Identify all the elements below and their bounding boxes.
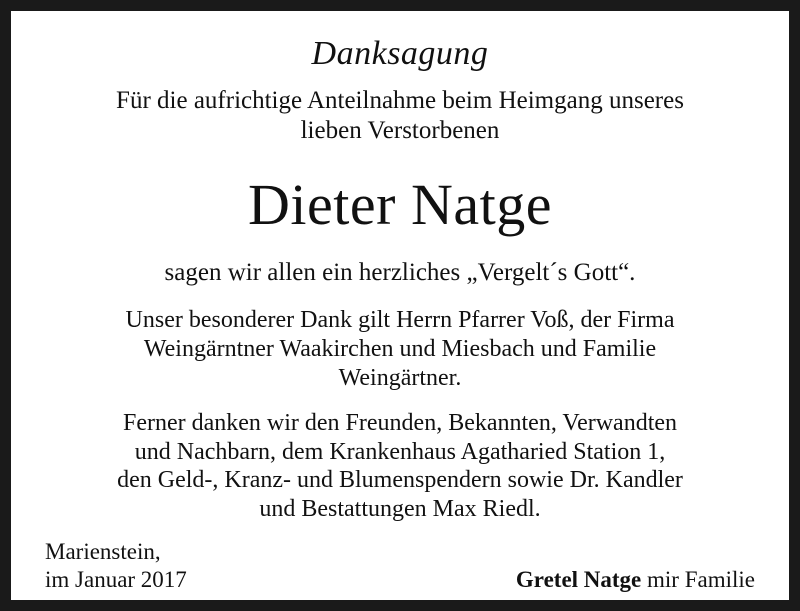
place-text: Marienstein, xyxy=(45,538,161,564)
thanks-paragraph-2 xyxy=(117,409,683,524)
date-text: im Januar 2017 xyxy=(45,566,187,592)
paragraph-1-line-2: Weingärntner Waakirchen und Miesbach und Familie xyxy=(143,336,657,363)
thanks-paragraph-1 xyxy=(126,306,675,392)
intro-text xyxy=(116,86,684,145)
signer-suffix: mir Familie xyxy=(641,566,755,592)
notice-footer xyxy=(45,524,755,594)
paragraph-2-line-4: und Bestattungen Max Riedl. xyxy=(259,496,541,523)
intro-line-2: lieben Verstorbenen xyxy=(300,116,500,144)
thanks-line: sagen wir allen ein herzliches „Vergelt´s Gott“. xyxy=(164,259,636,287)
paragraph-2-line-3: den Geld-, Kranz- und Blumenspendern sowie Dr. Kandler xyxy=(117,467,683,494)
paragraph-2-line-2: und Nachbarn, dem Krankenhaus Agatharied Station 1, xyxy=(134,438,666,465)
paragraph-1-line-3: Weingärtner. xyxy=(338,364,462,391)
signer-name: Gretel Natge xyxy=(515,566,642,592)
signature xyxy=(516,566,755,594)
place-and-date xyxy=(45,538,187,594)
notice-body xyxy=(45,29,755,524)
deceased-name: Dieter Natge xyxy=(248,172,552,238)
paragraph-2-line-1: Ferner danken wir den Freunden, Bekannten, Verwandten xyxy=(122,409,678,436)
paragraph-1-line-1: Unser besonderer Dank gilt Herrn Pfarrer Voß, der Firma xyxy=(125,307,675,334)
intro-line-1: Für die aufrichtige Anteilnahme beim Heimgang unseres xyxy=(116,87,684,115)
notice-heading: Danksagung xyxy=(311,35,489,72)
